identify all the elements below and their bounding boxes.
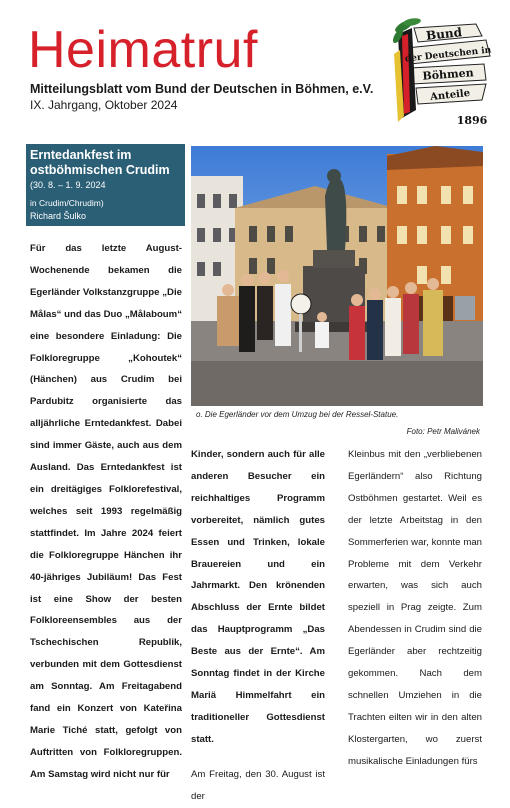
photo-caption: o. Die Egerländer vor dem Umzug bei der Ressel-Statue. <box>196 410 399 419</box>
logo-word-2: der Deutschen in <box>404 45 492 65</box>
body-column-2 <box>191 444 325 808</box>
article-dates: (30. 8. – 1. 9. 2024 <box>30 180 106 190</box>
group-photo <box>191 146 483 406</box>
logo-year: 1896 <box>456 114 488 127</box>
article-title: Erntedankfest im ostböhmischen Crudim <box>30 148 170 177</box>
issue-line: IX. Jahrgang, Oktober 2024 <box>30 98 178 112</box>
logo-word-4: Anteile <box>429 87 471 104</box>
article-author: Richard Šulko <box>30 211 87 221</box>
masthead-title: Heimatruf <box>28 21 258 79</box>
body-column-3 <box>348 444 482 773</box>
logo-word-3: Böhmen <box>422 66 475 83</box>
body-column-1 <box>30 238 182 786</box>
logo-word-1: Bund <box>425 25 463 43</box>
photo-credit: Foto: Petr Malivánek <box>406 427 480 436</box>
body-paragraph: Kinder, sondern auch für alle anderen Besucher ein reichhaltiges Programm vorbereitet, nämlich gutes Essen und Trinken, lokale Brauereien und ein Jahrmarkt. Den krönenden Abschluss der Ernte bildet das Hauptprogramm „Das Beste aus der Ernte“. Am Sonntag findet in der Kirche Mariä Himmelfahrt ein traditioneller Gottesdienst statt. <box>191 449 325 745</box>
masthead-subtitle: Mitteilungsblatt vom Bund der Deutschen in Böhmen, e.V. <box>30 82 374 96</box>
association-logo <box>392 14 500 134</box>
body-paragraph: Für das letzte August-Wochenende bekamen die Egerländer Volkstanzgruppe „Die Målas“ und das Duo „Målaboum“ eine besondere Einladung: Die Folkloregruppe „Kohoutek“ (Hänchen) aus Crudim bei Pardubitz organisierte das alljährliche Erntedankfest. Dabei sind immer Gäste, auch aus dem Ausland. Das Erntedankfest ist ein dreitägiges Folklorefestival, welches seit 1993 regelmäßig stattfindet. Im Jahre 2024 feiert die Folkloregruppe Hänchen ihr 40-jähriges Jubiläum! Das Fest ist eine Show der besten Folkloreensembles aus der Tschechischen Republik, verbunden mit dem Gottesdienst am Sonntag. Am Freitagabend fand ein Konzert von Kateřina Marie Tiché statt, gefolgt von Auftritten von Folkloregruppen. Am Samstag wird nicht nur für <box>30 243 182 780</box>
article-place: in Crudim/Chrudim) <box>30 198 104 208</box>
body-paragraph: Am Freitag, den 30. August ist der <box>191 768 325 802</box>
body-paragraph: Kleinbus mit den „verbliebenen Egerländern“ also Richtung Ostböhmen gestartet. Weil es der letzte Arbeitstag in den Sommerferien war, konnte man Probleme mit dem Verkehr erwarten, was sich auch speziell in Prag zeigte. Zum Abendessen in Crudim sind die Egerländer aber rechtzeitig gekommen. Nach dem schnellen Umziehen in die Trachten eilten wir in den alten Klostergarten, wo zuerst musikalische Einladungen fürs <box>348 449 482 767</box>
